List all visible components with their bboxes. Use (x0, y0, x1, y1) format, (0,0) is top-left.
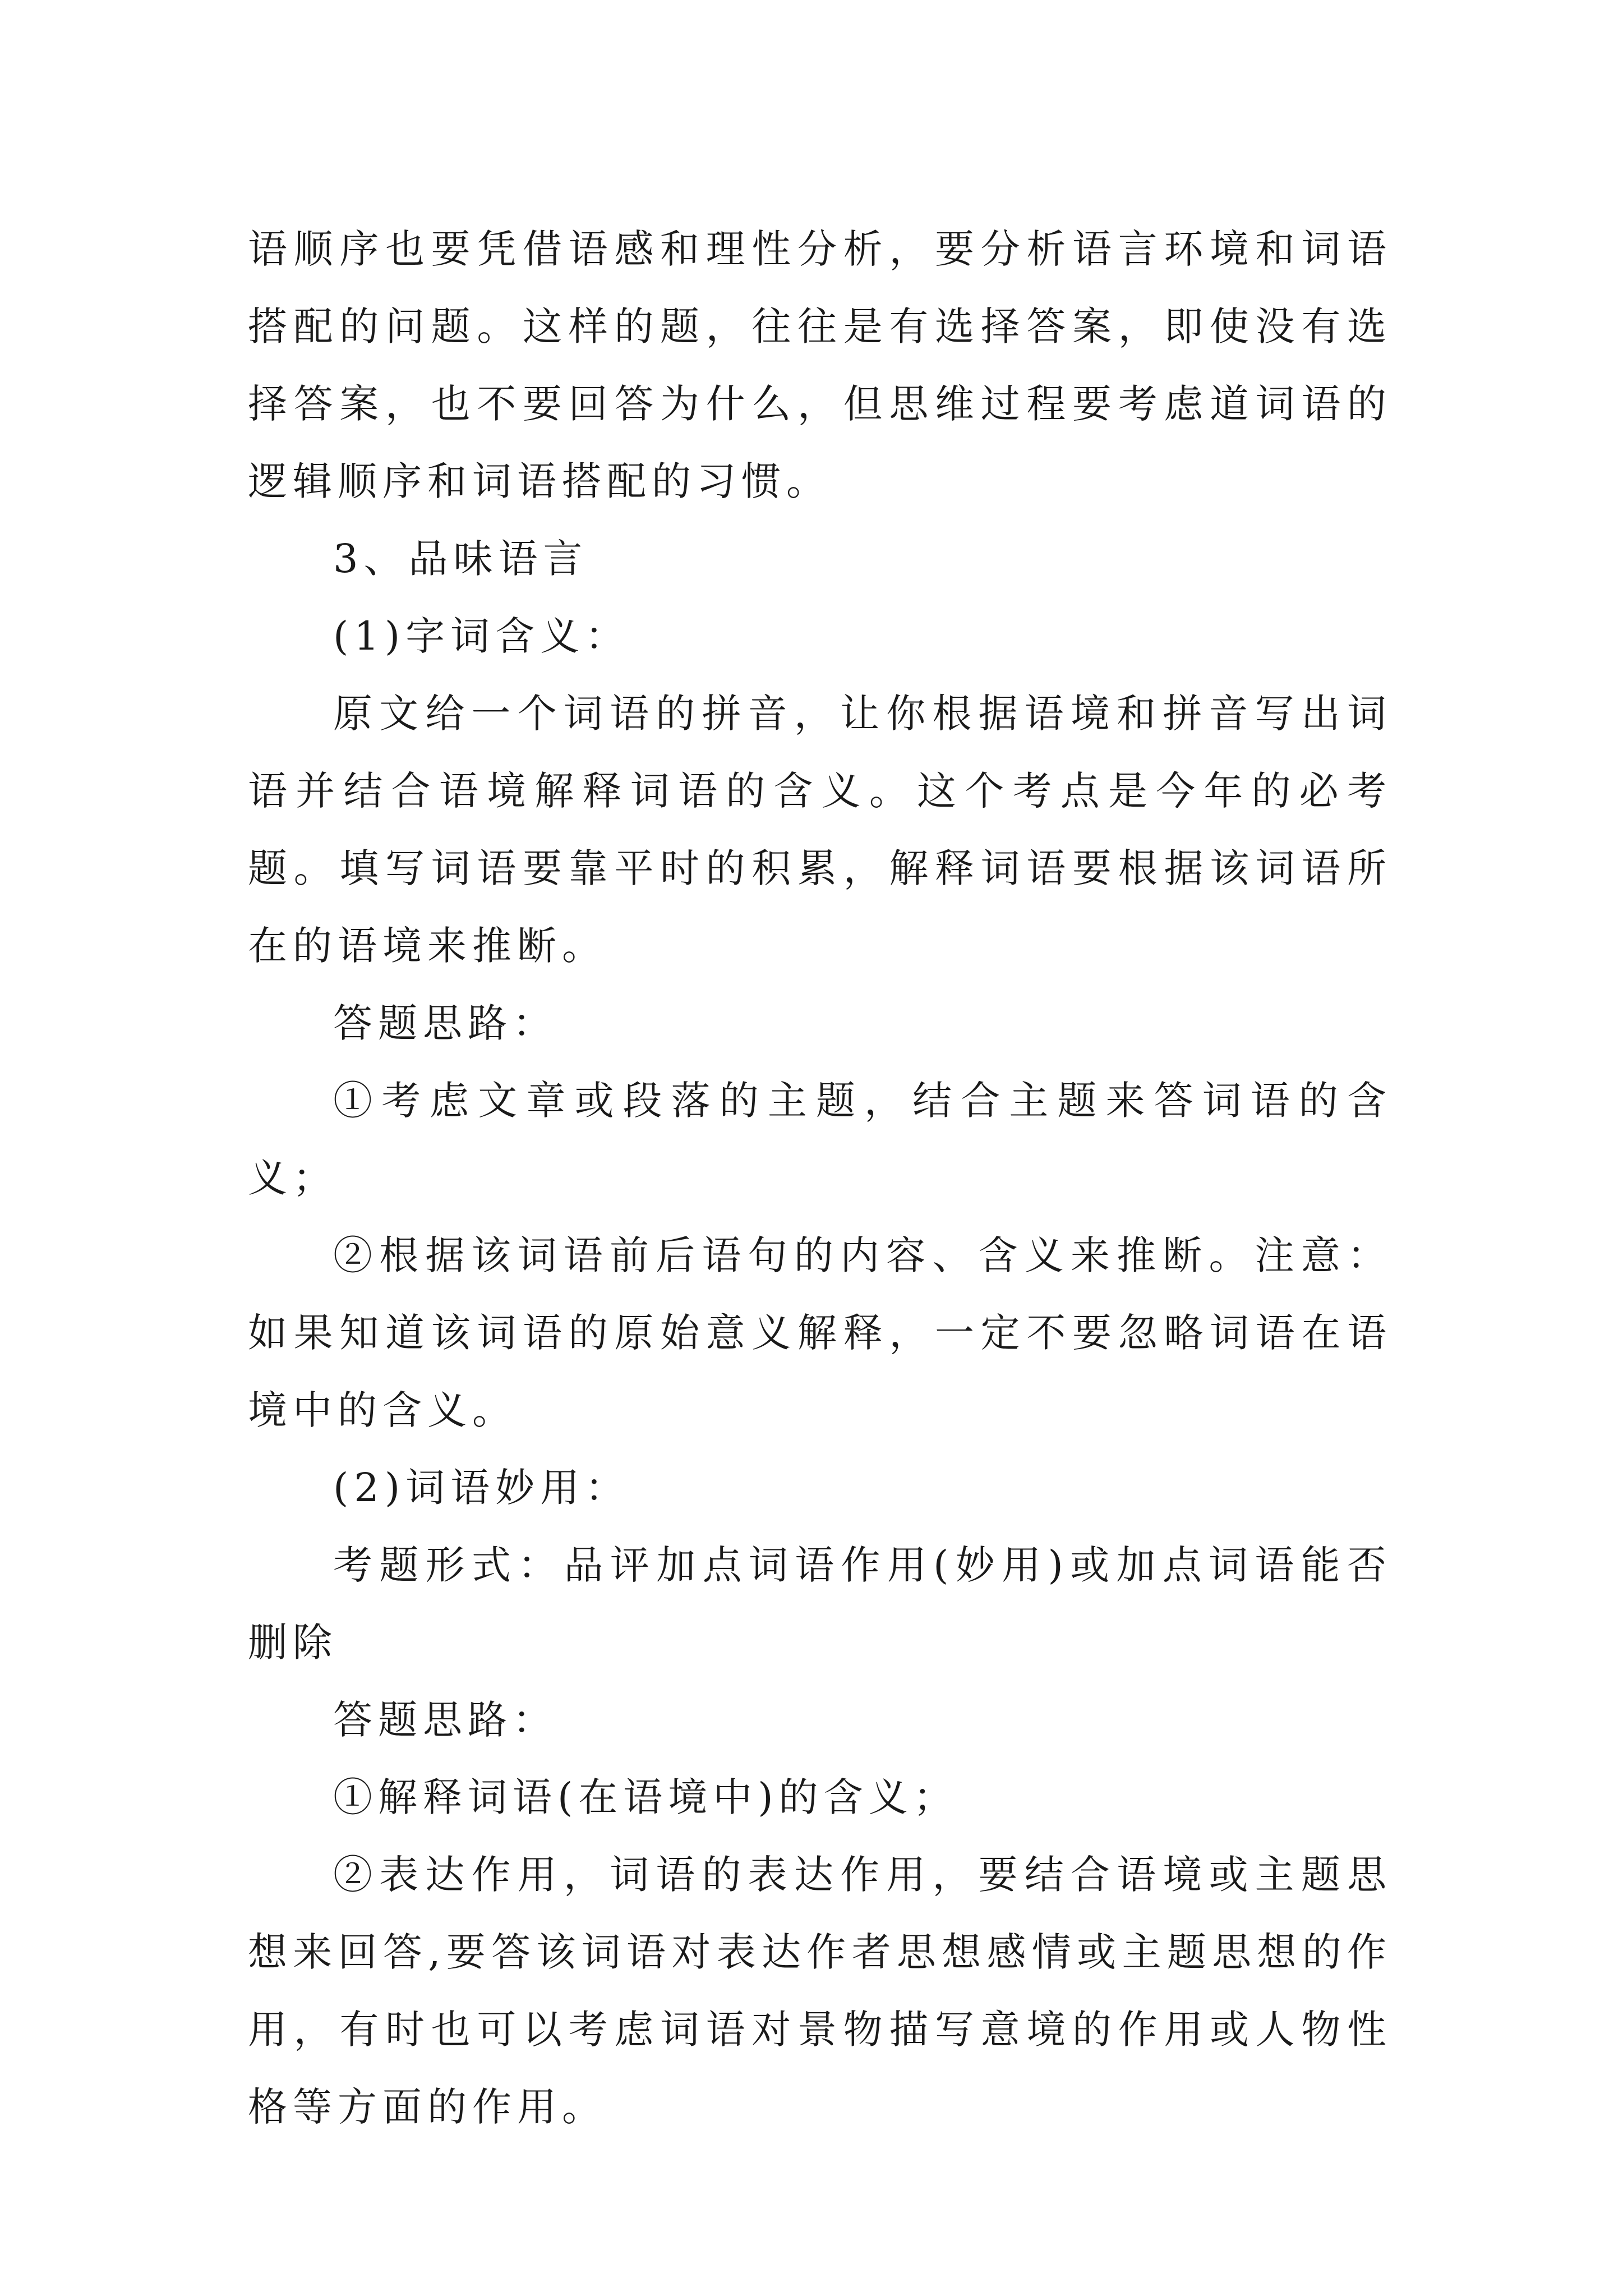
paragraph-continuation: 语顺序也要凭借语感和理性分析，要分析语言环境和词语搭配的问题。这样的题，往往是有选择答案，即使没有选择答案，也不要回答为什么，但思维过程要考虑道词语的逻辑顺序和词语搭配的习惯。 (248, 226, 1392, 504)
question-format: 考题形式：品评加点词语作用(妙用)或加点词语能否删除 (248, 1542, 1392, 1665)
answer-approach-label-1: 答题思路： (333, 1000, 557, 1046)
subheading-word-usage: (2)词语妙用： (333, 1465, 630, 1511)
answer-point-1-1: ①考虑文章或段落的主题，结合主题来答词语的含义； (248, 1078, 1392, 1201)
answer-point-1-2: ②根据该词语前后语句的内容、含义来推断。注意：如果知道该词语的原始意义解释，一定不要忽略词语在语境中的含义。 (248, 1232, 1392, 1433)
answer-point-2-1: ①解释词语(在语境中)的含义； (333, 1774, 958, 1820)
document-body (248, 210, 1392, 2146)
answer-approach-label-2: 答题思路： (333, 1697, 557, 1743)
answer-point-2-2: ②表达作用，词语的表达作用，要结合语境或主题思想来回答,要答该词语对表达作者思想感情或主题思想的作用，有时也可以考虑词语对景物描写意境的作用或人物性格等方面的作用。 (248, 1852, 1392, 2130)
paragraph-word-meaning-explanation: 原文给一个词语的拼音，让你根据语境和拼音写出词语并结合语境解释词语的含义。这个考点是今年的必考题。填写词语要靠平时的积累，解释词语要根据该词语所在的语境来推断。 (248, 691, 1392, 969)
section-heading-taste-language: 3、品味语言 (333, 536, 588, 582)
subheading-word-meaning: (1)字词含义： (333, 613, 630, 659)
